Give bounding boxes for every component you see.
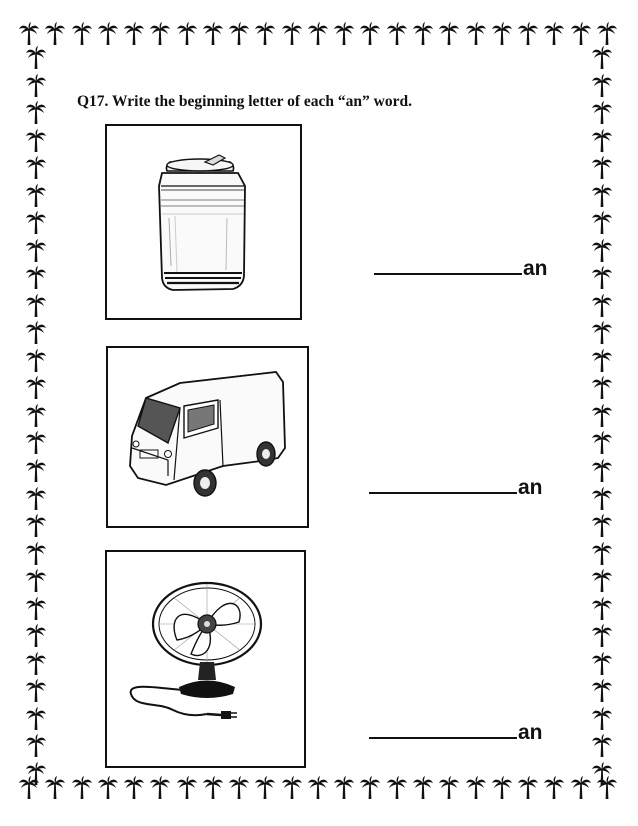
answer-row-3 bbox=[369, 722, 543, 743]
palm-tree-icon bbox=[333, 776, 355, 800]
palm-tree-icon bbox=[591, 101, 613, 125]
picture-frame-fan bbox=[105, 550, 306, 768]
right-border bbox=[589, 46, 615, 786]
answer-row-1 bbox=[374, 258, 548, 279]
palm-tree-icon bbox=[517, 22, 539, 46]
palm-tree-icon bbox=[202, 22, 224, 46]
palm-tree-icon bbox=[412, 22, 434, 46]
palm-tree-icon bbox=[25, 46, 47, 70]
palm-tree-icon bbox=[25, 734, 47, 758]
palm-tree-icon bbox=[25, 321, 47, 345]
palm-tree-icon bbox=[491, 776, 513, 800]
palm-tree-icon bbox=[25, 101, 47, 125]
palm-tree-icon bbox=[307, 22, 329, 46]
palm-tree-icon bbox=[591, 349, 613, 373]
palm-tree-icon bbox=[570, 22, 592, 46]
palm-tree-icon bbox=[97, 776, 119, 800]
palm-tree-icon bbox=[281, 776, 303, 800]
palm-tree-icon bbox=[591, 762, 613, 786]
palm-tree-icon bbox=[25, 431, 47, 455]
electric-fan-image bbox=[107, 552, 303, 765]
palm-tree-icon bbox=[386, 776, 408, 800]
palm-tree-icon bbox=[25, 156, 47, 180]
palm-tree-icon bbox=[591, 679, 613, 703]
palm-tree-icon bbox=[25, 376, 47, 400]
palm-tree-icon bbox=[591, 184, 613, 208]
palm-tree-icon bbox=[491, 22, 513, 46]
palm-tree-icon bbox=[25, 294, 47, 318]
palm-tree-icon bbox=[438, 22, 460, 46]
palm-tree-icon bbox=[465, 22, 487, 46]
palm-tree-icon bbox=[44, 22, 66, 46]
answer-row-2 bbox=[369, 477, 543, 498]
palm-tree-icon bbox=[591, 652, 613, 676]
palm-tree-icon bbox=[591, 597, 613, 621]
palm-tree-icon bbox=[333, 22, 355, 46]
palm-tree-icon bbox=[591, 376, 613, 400]
soda-can-image bbox=[107, 126, 299, 317]
word-suffix-2: an bbox=[518, 476, 543, 499]
palm-tree-icon bbox=[25, 514, 47, 538]
palm-tree-icon bbox=[97, 22, 119, 46]
answer-blank-3[interactable] bbox=[369, 737, 517, 739]
palm-tree-icon bbox=[359, 776, 381, 800]
word-suffix-1: an bbox=[523, 257, 548, 280]
palm-tree-icon bbox=[25, 542, 47, 566]
palm-tree-icon bbox=[25, 679, 47, 703]
palm-tree-icon bbox=[412, 776, 434, 800]
palm-tree-icon bbox=[71, 776, 93, 800]
palm-tree-icon bbox=[591, 239, 613, 263]
question-number: Q17. bbox=[77, 93, 109, 110]
palm-tree-icon bbox=[591, 404, 613, 428]
palm-tree-icon bbox=[18, 22, 40, 46]
answer-blank-2[interactable] bbox=[369, 492, 517, 494]
palm-tree-icon bbox=[307, 776, 329, 800]
palm-tree-icon bbox=[591, 542, 613, 566]
palm-tree-icon bbox=[25, 569, 47, 593]
question-title bbox=[77, 93, 412, 111]
question-text: Write the beginning letter of each “an” word. bbox=[112, 93, 412, 110]
palm-tree-icon bbox=[386, 22, 408, 46]
palm-tree-icon bbox=[591, 459, 613, 483]
palm-tree-icon bbox=[591, 734, 613, 758]
palm-tree-icon bbox=[465, 776, 487, 800]
palm-tree-icon bbox=[25, 349, 47, 373]
palm-tree-icon bbox=[591, 321, 613, 345]
palm-tree-icon bbox=[149, 22, 171, 46]
palm-tree-icon bbox=[71, 22, 93, 46]
palm-tree-icon bbox=[25, 624, 47, 648]
palm-tree-icon bbox=[25, 487, 47, 511]
palm-tree-icon bbox=[591, 624, 613, 648]
palm-tree-icon bbox=[202, 776, 224, 800]
bottom-border bbox=[18, 775, 618, 801]
palm-tree-icon bbox=[359, 22, 381, 46]
palm-tree-icon bbox=[25, 652, 47, 676]
palm-tree-icon bbox=[123, 776, 145, 800]
palm-tree-icon bbox=[25, 707, 47, 731]
palm-tree-icon bbox=[25, 74, 47, 98]
palm-tree-icon bbox=[254, 776, 276, 800]
palm-tree-icon bbox=[25, 239, 47, 263]
palm-tree-icon bbox=[25, 459, 47, 483]
picture-frame-van bbox=[106, 346, 309, 528]
palm-tree-icon bbox=[25, 762, 47, 786]
palm-tree-icon bbox=[25, 184, 47, 208]
palm-tree-icon bbox=[438, 776, 460, 800]
palm-tree-icon bbox=[25, 404, 47, 428]
palm-tree-icon bbox=[591, 74, 613, 98]
palm-tree-icon bbox=[596, 22, 618, 46]
palm-tree-icon bbox=[543, 22, 565, 46]
palm-tree-icon bbox=[254, 22, 276, 46]
picture-frame-can bbox=[105, 124, 302, 320]
palm-tree-icon bbox=[25, 129, 47, 153]
palm-tree-icon bbox=[176, 776, 198, 800]
palm-tree-icon bbox=[543, 776, 565, 800]
top-border bbox=[18, 21, 618, 47]
palm-tree-icon bbox=[517, 776, 539, 800]
palm-tree-icon bbox=[25, 211, 47, 235]
palm-tree-icon bbox=[149, 776, 171, 800]
palm-tree-icon bbox=[25, 266, 47, 290]
palm-tree-icon bbox=[591, 569, 613, 593]
palm-tree-icon bbox=[591, 129, 613, 153]
palm-tree-icon bbox=[591, 487, 613, 511]
left-border bbox=[23, 46, 49, 786]
palm-tree-icon bbox=[228, 776, 250, 800]
palm-tree-icon bbox=[281, 22, 303, 46]
palm-tree-icon bbox=[591, 514, 613, 538]
answer-blank-1[interactable] bbox=[374, 273, 522, 275]
palm-tree-icon bbox=[123, 22, 145, 46]
palm-tree-icon bbox=[591, 211, 613, 235]
palm-tree-icon bbox=[591, 156, 613, 180]
word-suffix-3: an bbox=[518, 721, 543, 744]
palm-tree-icon bbox=[591, 707, 613, 731]
palm-tree-icon bbox=[591, 294, 613, 318]
palm-tree-icon bbox=[176, 22, 198, 46]
palm-tree-icon bbox=[591, 431, 613, 455]
palm-tree-icon bbox=[25, 597, 47, 621]
palm-tree-icon bbox=[591, 46, 613, 70]
van-image bbox=[108, 348, 306, 525]
palm-tree-icon bbox=[591, 266, 613, 290]
palm-tree-icon bbox=[228, 22, 250, 46]
